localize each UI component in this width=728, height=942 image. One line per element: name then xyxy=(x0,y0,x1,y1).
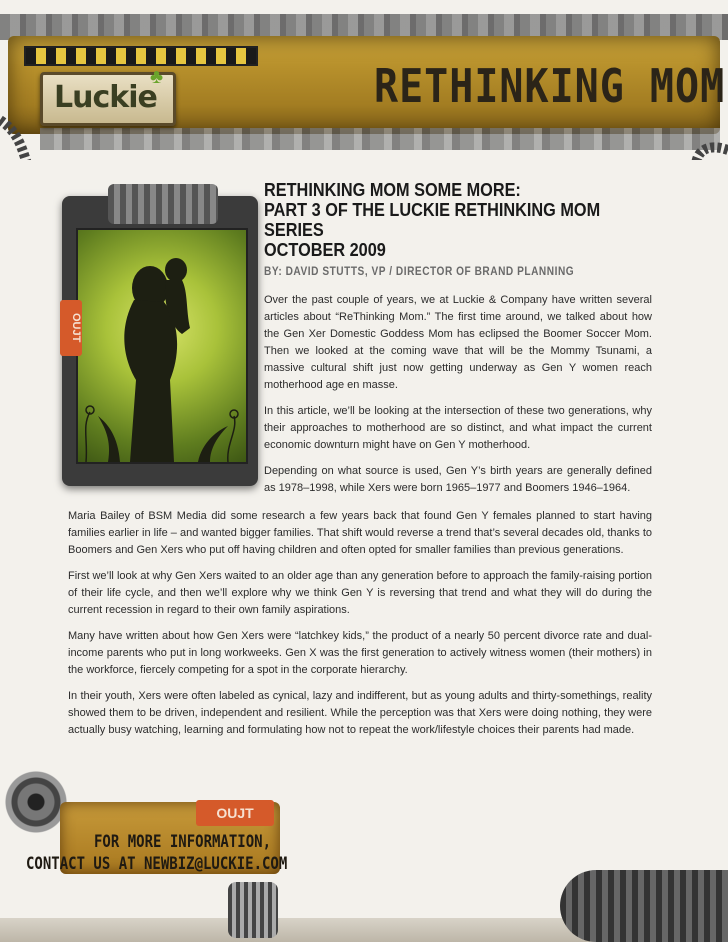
headline-line: OCTOBER 2009 xyxy=(264,239,386,260)
article-column xyxy=(264,292,652,506)
paragraph: Over the past couple of years, we at Luckie & Company have written several articles about “ReThinking Mom.” The first time around, we talked about how the Gen Xer Domestic Goddess Mom has eclipsed the Boomer Soccer Mom. Then we looked at the coming wave that will be the Mommy Tsunami, a massive cultural shift just now getting underway as Gen Y women reach motherhood age en masse. xyxy=(264,294,652,391)
footer-tag: OUJT xyxy=(196,800,274,826)
contact-heading: FOR MORE INFORMATION, xyxy=(94,832,272,852)
article-header xyxy=(264,180,664,278)
banner-hoses xyxy=(0,0,728,160)
byline: BY: DAVID STUTTS, VP / DIRECTOR OF BRAND PLANNING xyxy=(264,266,575,278)
gear-icon xyxy=(4,770,68,834)
paragraph: In their youth, Xers were often labeled as cynical, lazy and indifferent, but as young adults and thirty-somethings, reality showed them to be driven, independent and resilient. While the perception was that Xers were doing nothing, they were actually busy watching, learning and formulating how not to repeat the work/lifestyle choices their parents had made. xyxy=(68,690,652,736)
article-headline xyxy=(264,180,616,260)
mother-child-silhouette xyxy=(78,230,246,462)
footer-hose xyxy=(560,870,728,942)
banner-title: RETHINKING MOM xyxy=(374,60,726,114)
luckie-logo[interactable]: Luckie xyxy=(54,80,157,115)
header-banner xyxy=(0,0,728,160)
paragraph: Depending on what source is used, Gen Y’s birth years are generally defined as 1978–1998, while Xers were born 1965–1977 and Boomers 1946–1964. xyxy=(264,465,652,494)
contact-email-link[interactable]: CONTACT US AT NEWBIZ@LUCKIE.COM xyxy=(26,854,288,874)
illustration-tag: OUJT xyxy=(60,300,82,356)
article-body xyxy=(68,508,652,748)
paragraph: Many have written about how Gen Xers were “latchkey kids,” the product of a nearly 50 percent divorce rate and dual-income parents who put in long workweeks. Gen X was the first generation to actively witness women (their mothers) in the workforce, fiercely competing for a spot in the corporate hierarchy. xyxy=(68,630,652,676)
paragraph: First we’ll look at why Gen Xers waited to an older age than any generation before to approach the family-raising portion of their life cycle, and then we’ll explore why we think Gen Y is reversing that trend and what they will do during the current recession in regard to their own family aspirations. xyxy=(68,570,652,616)
headline-line: RETHINKING MOM SOME MORE: xyxy=(264,179,521,200)
paragraph: In this article, we’ll be looking at the intersection of these two generations, why their approaches to motherhood are so distinct, and what impact the current economic downturn might have on Gen Y motherhood. xyxy=(264,405,652,451)
illustration-machinery xyxy=(108,184,218,224)
mother-child-illustration xyxy=(76,228,248,464)
clover-icon: ♣ xyxy=(150,66,164,88)
paragraph: Maria Bailey of BSM Media did some research a few years back that found Gen Y females planned to start having families earlier in life – and wanted bigger families. That shift would reverse a trend that’s several decades old, thanks to Boomers and Gen Xers who put off having children and often opted for smaller families than previous generations. xyxy=(68,510,652,556)
spring-coil xyxy=(228,882,278,938)
headline-line: PART 3 OF THE LUCKIE RETHINKING MOM SERIES xyxy=(264,199,601,240)
